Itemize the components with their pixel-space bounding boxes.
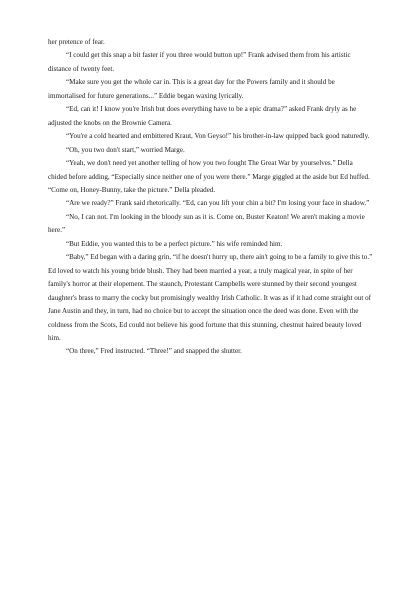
paragraph: “Baby,” Ed began with a daring grin, “if he doesn't hurry up, there ain't going to be a family to give this to.” Ed loved to watch his young bride blush. They had been married a year, a truly magical year, in spite of her family's horror at their elopement. The staunch, Protestant Campbells were stunned by their second youngest daughter's brass to marry the cocky but promisingly wealthy Irish Catholic. It was as if it had come straight out of Jane Austin and they, in turn, had no choice but to accept the situation once the deed was done. Even with the coldness from the Scots, Ed could not believe his good fortune that this stunning, chestnut haired beauty loved him. — [48, 253, 373, 342]
paragraph: “Yeah, we don't need yet another telling of how you two fought The Great War by yourselves.” Della chided before adding, “Especially since neither one of you were there.” Marge giggled at the aside but Ed huffed. “Come on, Honey-Bunny, take the picture.” Della pleaded. — [48, 159, 370, 194]
paragraph: “You're a cold hearted and embittered Kraut, Von Geyso!” his brother-in-law quipped back good naturedly. — [66, 132, 370, 141]
paragraph: “On three,” Fred instructed. “Three!” and snapped the shutter. — [66, 347, 242, 356]
paragraph: “Are we ready?” Frank said rhetorically. “Ed, can you lift your chin a bit? I'm losing your face in shadow.” — [66, 199, 370, 208]
paragraph: “Oh, you two don't start,” worried Marge. — [66, 145, 185, 154]
paragraph: “But Eddie, you wanted this to be a perfect picture.” his wife reminded him. — [66, 239, 283, 248]
paragraph-continuation: her pretence of fear. — [48, 38, 105, 46]
paragraph: “Make sure you get the whole car in. This is a great day for the Powers family and it should be immortalised for future generations...” Eddie began waxing lyrically. — [48, 78, 335, 100]
paragraph: “No, I can not. I'm looking in the bloody sun as it is. Come on, Buster Keaton! We aren't making a movie here.” — [48, 212, 365, 235]
paragraph: “I could get this snap a bit faster if you three would button up!” Frank advised them from his artistic distance of twenty feet. — [48, 51, 351, 73]
paragraph: “Ed, can it! I know you're Irish but does everything have to be a epic drama?” asked Frank dryly as he adjusted the knobs on the Brownie Camera. — [48, 105, 357, 127]
